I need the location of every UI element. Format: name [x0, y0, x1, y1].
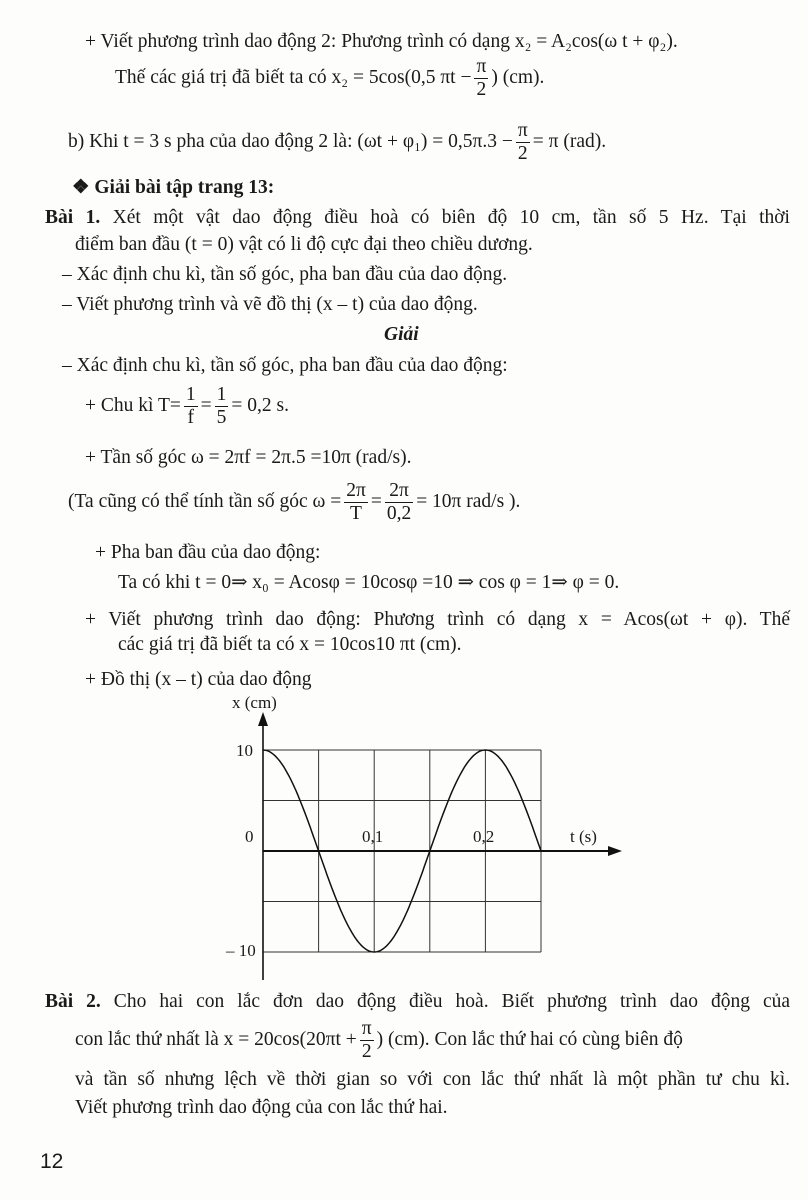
part-b-line — [68, 120, 606, 165]
numerator: π — [517, 120, 528, 141]
numerator: π — [361, 1018, 372, 1039]
fraction — [516, 120, 530, 165]
y-tick-label: – 10 — [226, 941, 256, 960]
bai1-line1 — [45, 206, 790, 230]
x-tick-label: 0,2 — [473, 827, 495, 846]
bai1-line2: điểm ban đầu (t = 0) vật có li độ cực đại theo chiều dương. — [75, 234, 533, 255]
bai2-label: Bài 2. — [45, 991, 101, 1012]
numerator: 1 — [185, 384, 196, 405]
text: Thế các giá trị đã biết ta có x₂ = 5cos(0,5 πt − — [115, 66, 472, 88]
bai2-line1 — [45, 990, 790, 1014]
y-tick-label: 0 — [245, 827, 254, 846]
fraction — [184, 384, 198, 429]
equation-line2: các giá trị đã biết ta có x = 10cos10 πt (cm). — [118, 634, 462, 655]
numerator: 1 — [216, 384, 227, 405]
x-tick-label: 0,1 — [362, 827, 384, 846]
numerator: 2π — [385, 480, 413, 503]
bai2-line2 — [75, 1018, 790, 1063]
bai2-line3: và tần số nhưng lệch về thời gian so với con lắc thứ nhất là một phần tư chu kì. — [75, 1069, 790, 1090]
bai2-line4: Viết phương trình dao động của con lắc thứ hai. — [75, 1097, 448, 1118]
text: b) Khi t = 3 s pha của dao động 2 là: (ωt + φ₁) = 0,5π.3 − — [68, 130, 513, 152]
denominator: 0,2 — [386, 503, 412, 524]
denominator: 2 — [361, 1041, 372, 1062]
fraction — [385, 480, 413, 525]
numerator: 2π — [346, 480, 366, 501]
period-line — [85, 384, 289, 429]
text: (Ta cũng có thể tính tần số góc ω = — [68, 490, 342, 512]
page-number: 12 — [40, 1150, 64, 1173]
phase-heading: + Pha ban đầu của dao động: — [95, 542, 321, 563]
y-axis-label: x (cm) — [232, 693, 277, 712]
x-axis-arrow — [608, 846, 622, 856]
grid — [263, 750, 541, 952]
solution-step1: – Xác định chu kì, tần số góc, pha ban đầu của dao động: — [62, 355, 508, 376]
y-axis-arrow — [258, 712, 268, 726]
text: con lắc thứ nhất là x = 20cos(20πt + — [75, 1028, 357, 1050]
x-axis-label: t (s) — [570, 827, 597, 846]
section-heading: ❖ Giải bài tập trang 13: — [72, 177, 275, 198]
bai1-task1: – Xác định chu kì, tần số góc, pha ban đầu của dao động. — [62, 264, 508, 285]
denominator: f — [187, 407, 194, 428]
text: = — [200, 394, 212, 416]
numerator: π — [476, 56, 487, 77]
fraction — [215, 384, 229, 429]
denominator: T — [350, 503, 362, 524]
y-tick-label: 10 — [236, 741, 253, 760]
text: = — [370, 490, 382, 512]
text: ) (cm). Con lắc thứ hai có cùng biên độ — [376, 1028, 683, 1050]
part-a-line2 — [115, 56, 544, 101]
fraction — [344, 480, 368, 525]
text: Cho hai con lắc đơn dao động điều hoà. Biết phương trình dao động của — [100, 991, 791, 1012]
bai1-task2: – Viết phương trình và vẽ đồ thị (x – t) của dao động. — [62, 294, 478, 315]
omega-line: + Tần số góc ω = 2πf = 2π.5 =10π (rad/s). — [85, 447, 412, 468]
bai1-label: Bài 1. — [45, 207, 101, 228]
omega-alt-line — [68, 480, 520, 525]
text: = 10π rad/s ). — [416, 490, 521, 512]
fraction — [360, 1018, 374, 1063]
denominator: 2 — [476, 79, 487, 100]
text: ) (cm). — [491, 66, 545, 88]
phase-line: Ta có khi t = 0⇒ x₀ = Acosφ = 10cosφ =10 ⇒ cos φ = 1⇒ φ = 0. — [118, 572, 620, 593]
graph-line: + Đồ thị (x – t) của dao động — [85, 669, 312, 690]
text: = π (rad). — [532, 130, 607, 152]
solution-heading: Giải — [384, 324, 419, 345]
part-a-line1: + Viết phương trình dao động 2: Phương trình có dạng x₂ = A₂cos(ω t + φ₂). — [85, 31, 678, 52]
text: Xét một vật dao động điều hoà có biên độ 10 cm, tần số 5 Hz. Tại thời — [100, 207, 790, 228]
curve-x-t — [263, 750, 541, 952]
denominator: 5 — [216, 407, 227, 428]
denominator: 2 — [517, 143, 528, 164]
fraction — [474, 56, 488, 101]
equation-line1: + Viết phương trình dao động: Phương trình có dạng x = Acos(ωt + φ). Thế — [85, 609, 790, 630]
text: = 0,2 s. — [231, 394, 289, 416]
text: + Chu kì T= — [85, 394, 181, 416]
